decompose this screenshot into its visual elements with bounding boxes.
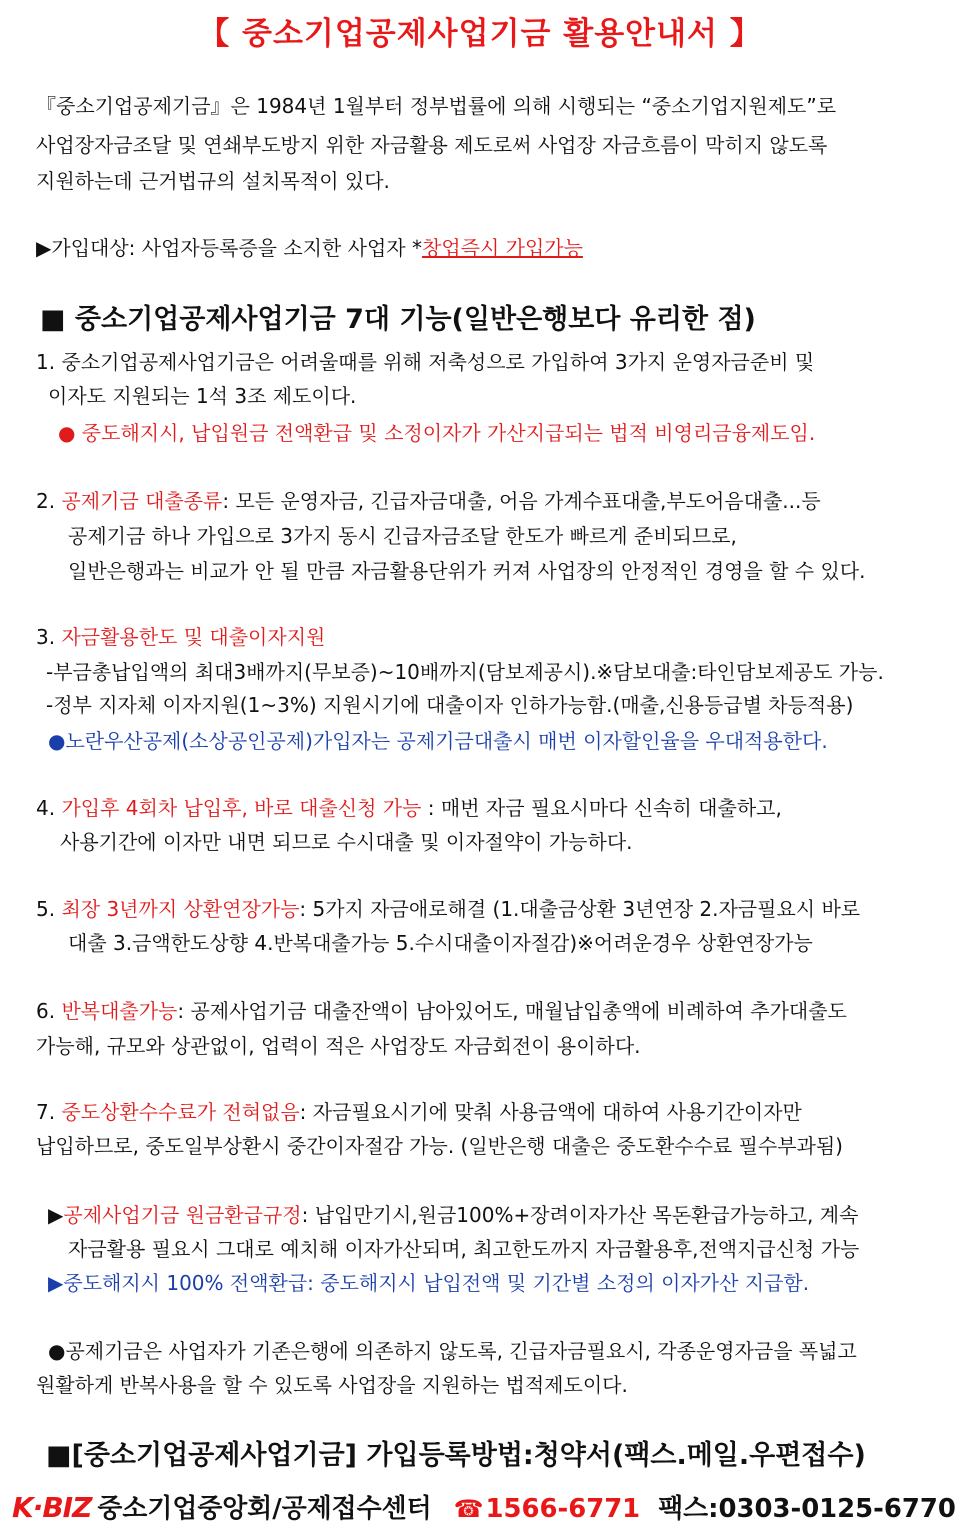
item6-number: 6. (36, 999, 62, 1023)
refund-arrow: ▶ (48, 1203, 64, 1227)
item1-note: ● 중도해지시, 납입원금 전액환급 및 소정이자가 가산지급되는 법적 비영리금융제도임. (58, 421, 816, 445)
refund-note: ▶중도해지시 100% 전액환급: 중도해지시 납입전액 및 기간별 소정의 이자가산 지급함. (48, 1271, 810, 1295)
page-title: 【 중소기업공제사업기금 활용안내서 】 (198, 16, 762, 52)
item7-title: 중도상환수수료가 전혀없음 (61, 1100, 300, 1124)
item4-line-2: 사용기간에 이자만 내면 되므로 수시대출 및 이자절약이 가능하다. (60, 830, 633, 854)
item1-desc: 은 어려울때를 위해 저축성으로 가입하여 3가지 운영자금준비 및 (254, 350, 815, 374)
item4-number: 4. (36, 796, 62, 820)
item7-desc: : 자금필요시기에 맞춰 사용금액에 대하여 사용기간이자만 (299, 1100, 802, 1124)
item3-line-1 (36, 622, 325, 652)
item1-line-1 (36, 347, 814, 377)
item4-desc: : 매번 자금 필요시마다 신속히 대출하고, (421, 796, 782, 820)
item5-line-2: 대출 3.금액한도상향 4.반복대출가능 5.수시대출이자절감)※어려운경우 상환연장가능 (68, 931, 813, 955)
item2-line-2: 공제기금 하나 가입으로 3가지 동시 긴급자금조달 한도가 빠르게 준비되므로, (68, 524, 737, 548)
phone-number: 1566-6771 (485, 1494, 641, 1524)
refund-desc: : 납입만기시,원금100%+장려이자가산 목돈환급가능하고, 계속 (301, 1203, 859, 1227)
item2-number: 2. (36, 489, 62, 513)
footer-contact (12, 1486, 956, 1530)
item1-line-2: 이자도 지원되는 1석 3조 제도이다. (48, 384, 357, 408)
item6-line-1 (36, 996, 847, 1026)
item2-line-3: 일반은행과는 비교가 안 될 만큼 자금활용단위가 커져 사업장의 안정적인 경영을 할 수 있다. (68, 559, 866, 583)
refund-title: 공제사업기금 원금환급규정 (63, 1203, 302, 1227)
refund-line-2: 자금활용 필요시 그대로 예치해 이자가산되며, 최고한도까지 자금활용후,전액지급신청 가능 (68, 1237, 860, 1261)
item5-title: 최장 3년까지 상환연장가능 (61, 897, 300, 921)
item3-line-3: -정부 지자체 이자지원(1~3%) 지원시기에 대출이자 인하가능함.(매출,신용등급별 차등적용) (46, 693, 854, 717)
eligibility-line (36, 233, 583, 263)
item3-note: ●노란우산공제(소상공인공제)가입자는 공제기금대출시 매번 이자할인율을 우대적용한다. (48, 729, 828, 753)
intro-line-1: 『중소기업공제기금』은 1984년 1월부터 정부법률에 의해 시행되는 “중소기업지원제도”로 (36, 94, 837, 118)
item5-desc: : 5가지 자금애로해결 (1.대출금상환 3년연장 2.자금필요시 바로 (299, 897, 861, 921)
phone-icon: ☎ (453, 1495, 484, 1523)
item5-number: 5. (36, 897, 62, 921)
item6-line-2: 가능해, 규모와 상관없이, 업력이 적은 사업장도 자금회전이 용이하다. (36, 1034, 641, 1058)
item4-title: 가입후 4회차 납입후, 바로 대출신청 가능 (61, 796, 422, 820)
kbiz-logo: K·BIZ (12, 1491, 92, 1524)
item2-title: 공제기금 대출종류 (61, 489, 223, 513)
closing-line-2: 원활하게 반복사용을 할 수 있도록 사업장을 지원하는 법적제도이다. (36, 1373, 628, 1397)
item3-number: 3. (36, 625, 62, 649)
item2-desc: : 모든 운영자금, 긴급자금대출, 어음 가계수표대출,부도어음대출...등 (222, 489, 821, 513)
item7-line-2: 납입하므로, 중도일부상환시 중간이자절감 가능. (일반은행 대출은 중도환수수료 필수부과됨) (36, 1134, 843, 1158)
item3-title: 자금활용한도 및 대출이자지원 (61, 625, 326, 649)
item4-line-1 (36, 793, 782, 823)
eligibility-label: ▶가입대상: 사업자등록증을 소지한 사업자 * (36, 236, 422, 260)
item5-line-1 (36, 894, 860, 924)
item6-title: 반복대출가능 (61, 999, 178, 1023)
item7-number: 7. (36, 1100, 62, 1124)
item2-line-1 (36, 486, 821, 516)
item1-subject: 1. 중소기업공제사업기금 (36, 350, 255, 374)
eligibility-highlight: 창업즉시 가입가능 (422, 236, 583, 260)
org-name: 중소기업중앙회/공제접수센터 (97, 1494, 432, 1524)
item3-line-2: -부금총납입액의 최대3배까지(무보증)~10배까지(담보제공시).※담보대출:타인담보제공도 가능. (46, 660, 884, 684)
fax-number: 팩스:0303-0125-6770 (658, 1494, 956, 1524)
section-heading-registration: ■[중소기업공제사업기금] 가입등록방법:청약서(팩스.메일.우편접수) (46, 1440, 866, 1471)
intro-line-2: 사업장자금조달 및 연쇄부도방지 위한 자금활용 제도로써 사업장 자금흐름이 막히지 않도록 (36, 133, 828, 157)
intro-line-3: 지원하는데 근거법규의 설치목적이 있다. (36, 169, 390, 193)
item7-line-1 (36, 1097, 802, 1127)
refund-line-1 (48, 1200, 858, 1230)
item6-desc: : 공제사업기금 대출잔액이 남아있어도, 매월납입총액에 비례하여 추가대출도 (177, 999, 847, 1023)
section-heading-7-functions: ■ 중소기업공제사업기금 7대 기능(일반은행보다 유리한 점) (40, 304, 756, 335)
closing-line-1: ●공제기금은 사업자가 기존은행에 의존하지 않도록, 긴급자금필요시, 각종운영자금을 폭넓고 (48, 1339, 857, 1363)
